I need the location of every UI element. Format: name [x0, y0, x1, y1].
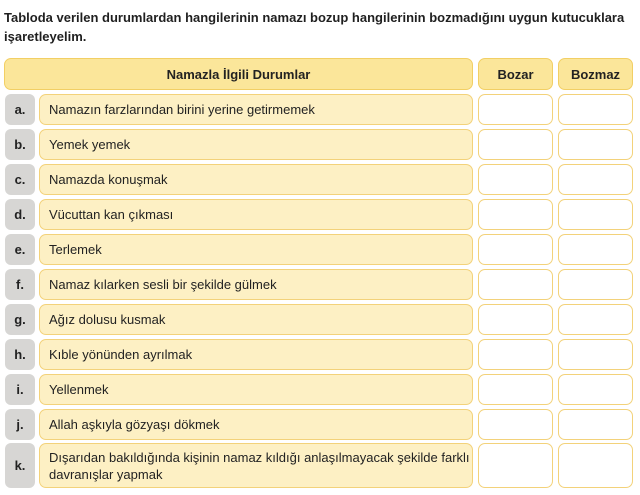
situation-text: Namazın farzlarından birini yerine getirmemek: [39, 94, 473, 125]
bozmaz-checkbox[interactable]: [558, 409, 633, 440]
row-letter: j.: [5, 409, 35, 440]
bozmaz-checkbox[interactable]: [558, 129, 633, 160]
row-letter: h.: [5, 339, 35, 370]
bozmaz-checkbox[interactable]: [558, 199, 633, 230]
bozar-checkbox[interactable]: [478, 199, 553, 230]
bozmaz-checkbox[interactable]: [558, 339, 633, 370]
bozar-checkbox[interactable]: [478, 234, 553, 265]
header-bozmaz: Bozmaz: [558, 58, 633, 90]
situation-text: Yemek yemek: [39, 129, 473, 160]
row-letter: i.: [5, 374, 35, 405]
header-situations: Namazla İlgili Durumlar: [4, 58, 473, 90]
bozar-checkbox[interactable]: [478, 374, 553, 405]
bozmaz-checkbox[interactable]: [558, 94, 633, 125]
row-letter: c.: [5, 164, 35, 195]
situation-text: Yellenmek: [39, 374, 473, 405]
bozar-checkbox[interactable]: [478, 409, 553, 440]
situation-text: Kıble yönünden ayrılmak: [39, 339, 473, 370]
bozmaz-checkbox[interactable]: [558, 304, 633, 335]
row-letter: a.: [5, 94, 35, 125]
bozar-checkbox[interactable]: [478, 129, 553, 160]
situation-text: Namazda konuşmak: [39, 164, 473, 195]
row-letter: g.: [5, 304, 35, 335]
situation-text: Terlemek: [39, 234, 473, 265]
row-letter: b.: [5, 129, 35, 160]
bozmaz-checkbox[interactable]: [558, 164, 633, 195]
situation-text: Namaz kılarken sesli bir şekilde gülmek: [39, 269, 473, 300]
instruction-text: Tabloda verilen durumlardan hangilerinin namazı bozup hangilerinin bozmadığını uygun kutucuklara işaretleyelim.: [4, 10, 625, 44]
row-letter: k.: [5, 443, 35, 488]
bozar-checkbox[interactable]: [478, 443, 553, 488]
situation-text: Dışarıdan bakıldığında kişinin namaz kıldığı anlaşılmayacak şekilde farklı davranışlar yapmak: [39, 443, 473, 488]
header-bozar: Bozar: [478, 58, 553, 90]
bozar-checkbox[interactable]: [478, 94, 553, 125]
bozmaz-checkbox[interactable]: [558, 269, 633, 300]
bozar-checkbox[interactable]: [478, 304, 553, 335]
bozmaz-checkbox[interactable]: [558, 234, 633, 265]
bozmaz-checkbox[interactable]: [558, 443, 633, 488]
row-letter: f.: [5, 269, 35, 300]
bozar-checkbox[interactable]: [478, 339, 553, 370]
row-letter: e.: [5, 234, 35, 265]
row-letter: d.: [5, 199, 35, 230]
bozmaz-checkbox[interactable]: [558, 374, 633, 405]
situation-text: Allah aşkıyla gözyaşı dökmek: [39, 409, 473, 440]
situation-text: Ağız dolusu kusmak: [39, 304, 473, 335]
bozar-checkbox[interactable]: [478, 164, 553, 195]
situation-text: Vücuttan kan çıkması: [39, 199, 473, 230]
bozar-checkbox[interactable]: [478, 269, 553, 300]
